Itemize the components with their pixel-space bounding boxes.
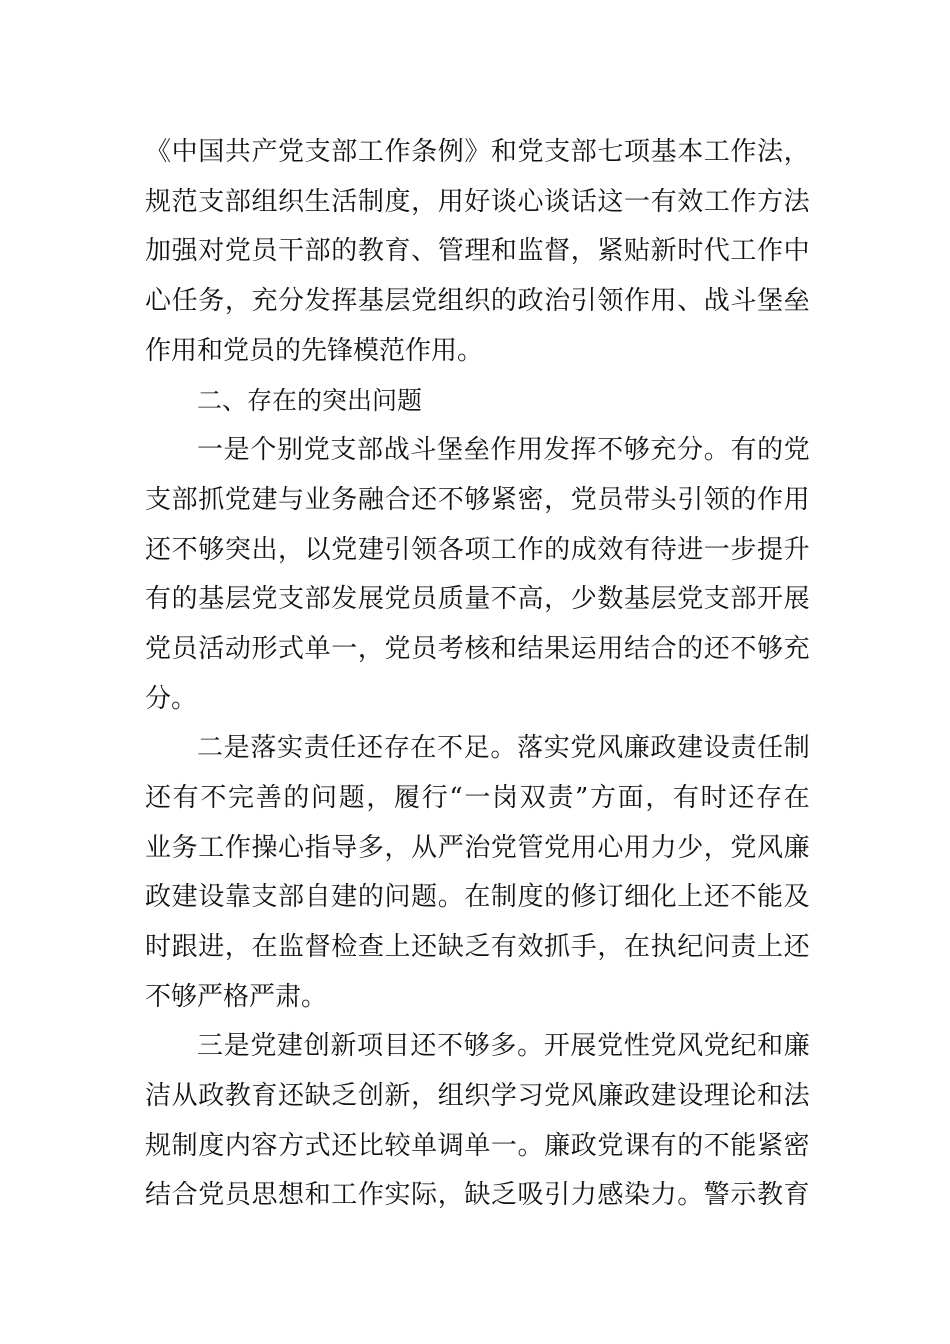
text-line: 心 任 务 ， 充 分 发 挥 基 层 党 组 织 的 政 治 引 领 作 用 、 战 斗 堡 垒 <box>145 286 810 317</box>
section-heading: 二、存在的突出问题 <box>197 386 423 416</box>
text-line: 规 范 支 部 组 织 生 活 制 度 ， 用 好 谈 心 谈 话 这 一 有 效 工 作 方 法 <box>145 186 810 217</box>
text-line: 还 有 不 完 善 的 问 题 ， 履 行 “ 一 岗 双 责 ” 方 面 ， 有 时 还 存 在 <box>145 782 810 813</box>
text-line: 规 制 度 内 容 方 式 还 比 较 单 调 单 一 。 廉 政 党 课 有 的 不 能 紧 密 <box>145 1130 810 1161</box>
text-line: 政 建 设 靠 支 部 自 建 的 问 题 。 在 制 度 的 修 订 细 化 上 还 不 能 及 <box>145 882 810 913</box>
text-line: 不够严格严肃。 <box>145 981 328 1012</box>
text-line: 分。 <box>145 683 198 714</box>
text-line: 支 部 抓 党 建 与 业 务 融 合 还 不 够 紧 密 ， 党 员 带 头 引 领 的 作 用 <box>145 484 810 515</box>
paragraph-first-line: 二 是 落 实 责 任 还 存 在 不 足 。 落 实 党 风 廉 政 建 设 责 任 制 <box>197 733 810 764</box>
paragraph-first-line: 一 是 个 别 党 支 部 战 斗 堡 垒 作 用 发 挥 不 够 充 分 。 有 的 党 <box>197 435 810 466</box>
text-line: 洁 从 政 教 育 还 缺 乏 创 新 ， 组 织 学 习 党 风 廉 政 建 设 理 论 和 法 <box>145 1081 810 1112</box>
text-line: 还 不 够 突 出 ， 以 党 建 引 领 各 项 工 作 的 成 效 有 待 进 一 步 提 升 <box>145 534 810 565</box>
text-line: 作用和党员的先锋模范作用。 <box>145 335 484 366</box>
text-line: 时 跟 进 ， 在 监 督 检 查 上 还 缺 乏 有 效 抓 手 ， 在 执 纪 问 责 上 还 <box>145 932 810 962</box>
text-line: 加 强 对 党 员 干 部 的 教 育 、 管 理 和 监 督 ， 紧 贴 新 时 代 工 作 中 <box>145 236 810 267</box>
text-line: 《 中 国 共 产 党 支 部 工 作 条 例 》 和 党 支 部 七 项 基 本 工 作 法 ， <box>145 137 810 167</box>
text-line: 有 的 基 层 党 支 部 发 展 党 员 质 量 不 高 ， 少 数 基 层 党 支 部 开 展 <box>145 584 810 615</box>
text-line: 党 员 活 动 形 式 单 一 ， 党 员 考 核 和 结 果 运 用 结 合 的 还 不 够 充 <box>145 633 810 664</box>
document-body <box>145 128 810 1221</box>
paragraph-first-line: 三 是 党 建 创 新 项 目 还 不 够 多 。 开 展 党 性 党 风 党 纪 和 廉 <box>197 1031 810 1062</box>
text-line: 业 务 工 作 操 心 指 导 多 ， 从 严 治 党 管 党 用 心 用 力 少 ， 党 风 廉 <box>145 832 810 863</box>
text-line: 结 合 党 员 思 想 和 工 作 实 际 ， 缺 乏 吸 引 力 感 染 力 。 警 示 教 育 <box>145 1180 810 1211</box>
